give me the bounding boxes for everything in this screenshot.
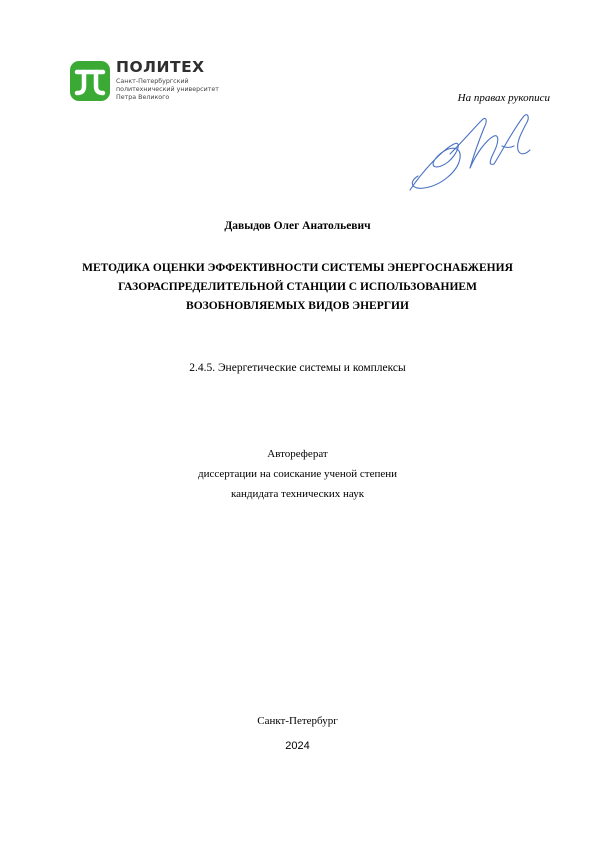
city: Санкт-Петербург [257,715,338,727]
university-logo [70,58,240,104]
logo-name: ПОЛИТЕХ [116,58,205,76]
title-line: МЕТОДИКА ОЦЕНКИ ЭФФЕКТИВНОСТИ СИСТЕМЫ ЭНЕРГОСНАБЖЕНИЯ [82,262,513,274]
abstract-line: Автореферат [267,448,328,460]
abstract-line: диссертации на соискание ученой степени [197,468,398,480]
logo-subtitle-line: политехнический университет [116,86,219,93]
logo-subtitle-line: Петра Великого [116,94,170,101]
title-line: ВОЗОБНОВЛЯЕМЫХ ВИДОВ ЭНЕРГИИ [186,300,409,312]
title-line: ГАЗОРАСПРЕДЕЛИТЕЛЬНОЙ СТАНЦИИ С ИСПОЛЬЗОВАНИЕМ [118,281,477,293]
handwritten-signature [402,110,532,196]
author-name: Давыдов Олег Анатольевич [224,220,371,232]
logo-subtitle-line: Санкт-Петербургский [116,78,189,85]
specialty-code: 2.4.5. Энергетические системы и комплексы [189,362,406,374]
politech-logo-icon [70,61,110,101]
rights-note: На правах рукописи [457,92,550,104]
abstract-label [60,444,535,504]
year: 2024 [285,740,310,752]
abstract-line: кандидата технических наук [230,488,365,500]
dissertation-title [60,259,535,316]
